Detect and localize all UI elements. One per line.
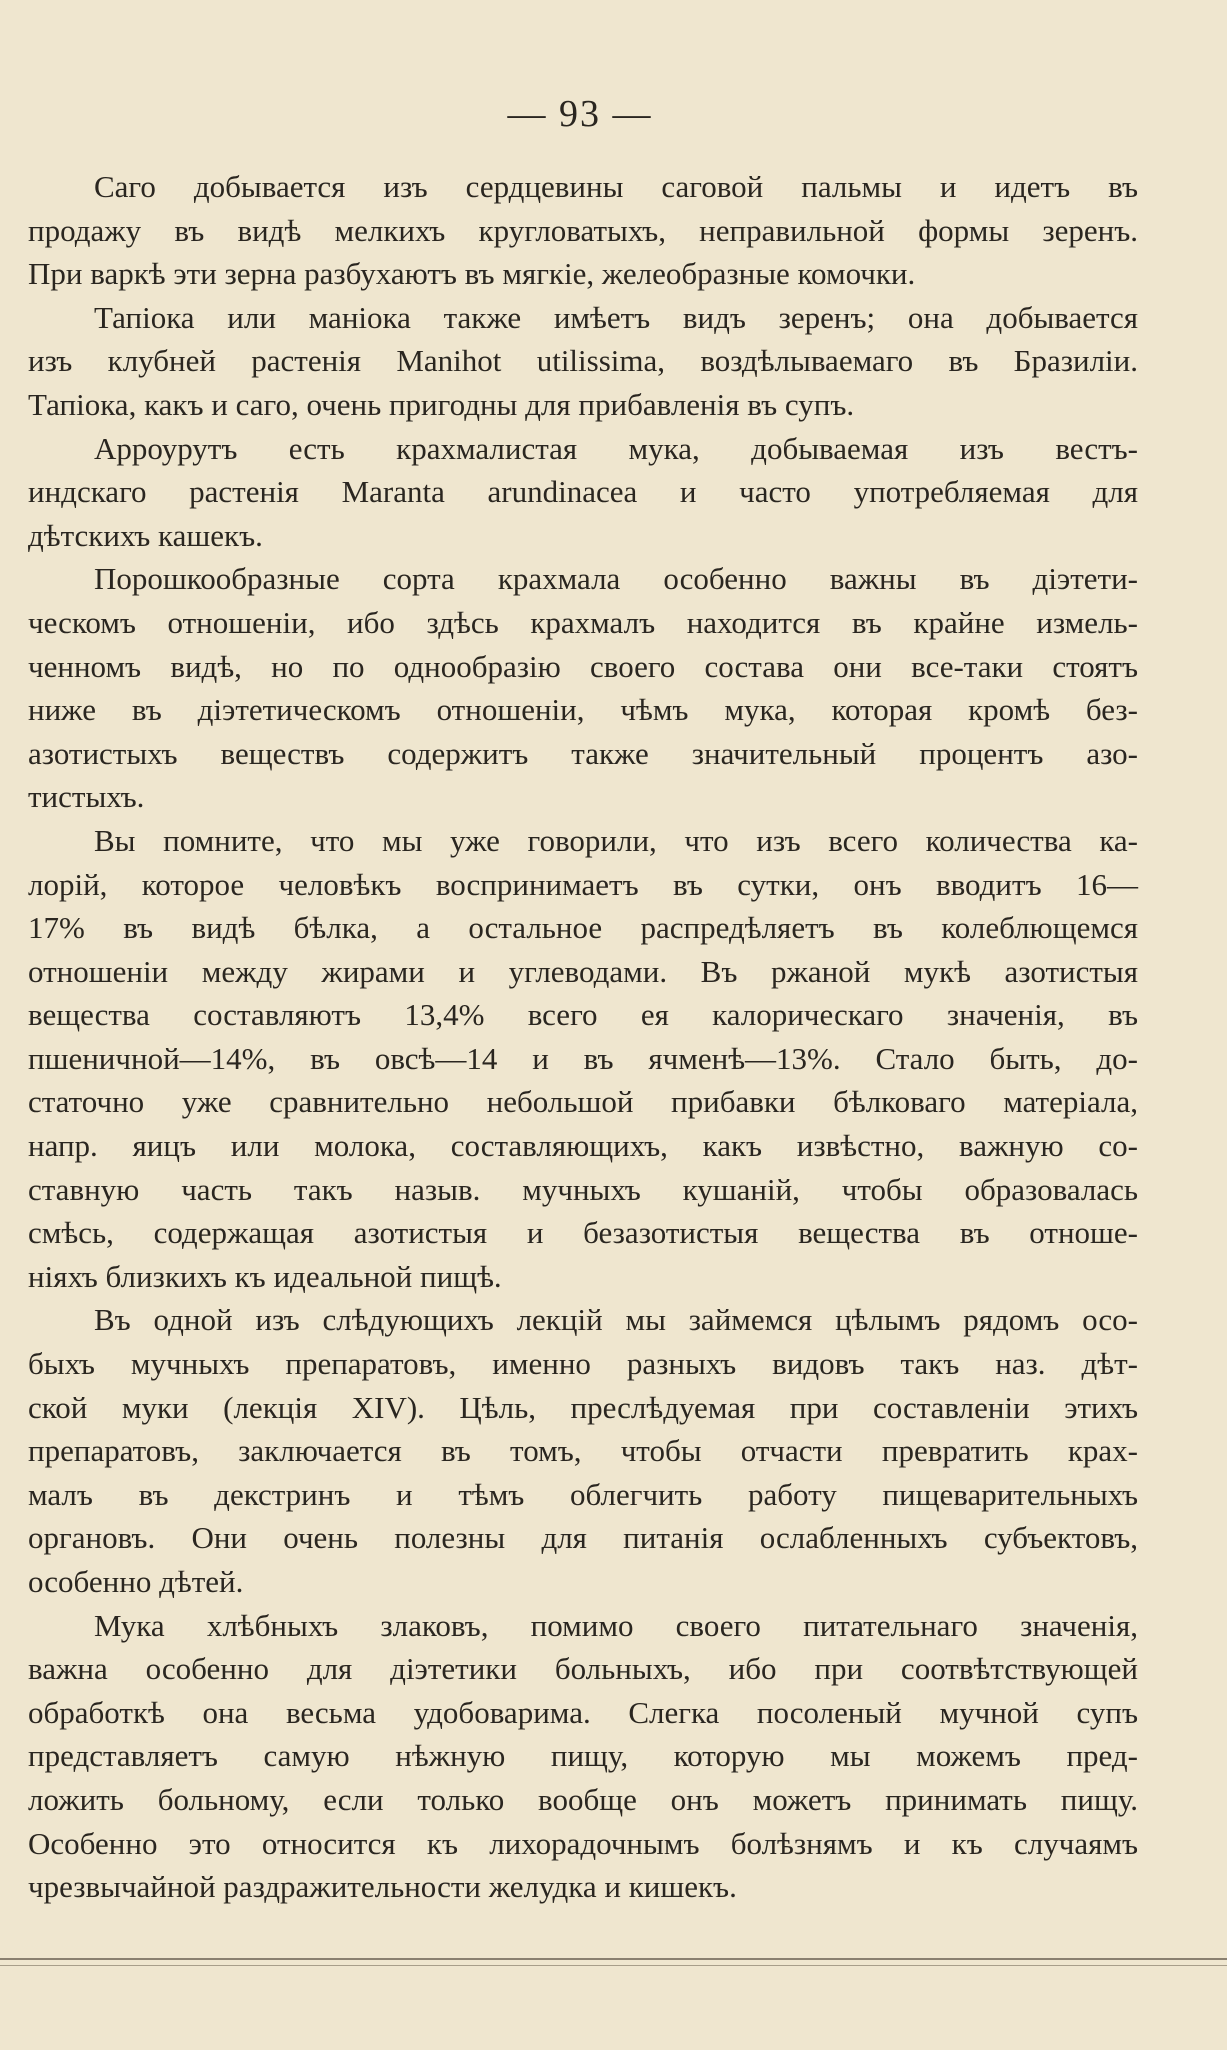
text-line: ской муки (лекцiя XIV). Цѣль, преслѣдуемая при составленiи этихъ <box>28 1389 1138 1425</box>
text-line: малъ въ декстринъ и тѣмъ облегчить работу пищеварительныхъ <box>28 1476 1138 1512</box>
paragraph <box>28 1604 1138 1909</box>
text-line: статочно уже сравнительно небольшой прибавки бѣлковаго матерiала, <box>28 1084 1138 1120</box>
text-line: чрезвычайной раздражительности желудка и кишекъ. <box>28 1869 737 1905</box>
text-line: Арроурутъ есть крахмалистая мука, добываемая изъ вестъ- <box>94 430 1138 466</box>
paragraph <box>28 557 1138 819</box>
body-text <box>28 165 1138 1909</box>
text-line: Тапiока или манiока также имѣетъ видъ зеренъ; она добывается <box>94 299 1138 335</box>
text-line: Порошкообразные сорта крахмала особенно важны въ дiэтети- <box>94 561 1138 597</box>
paragraph <box>28 1298 1138 1603</box>
text-line: ченномъ видѣ, но по однообразiю своего состава они все-таки стоятъ <box>28 648 1138 684</box>
text-line: ниже въ дiэтетическомъ отношенiи, чѣмъ мука, которая кромѣ без- <box>28 692 1138 728</box>
text-line: вещества составляютъ 13,4% всего ея калорическаго значенiя, въ <box>28 997 1138 1033</box>
text-line: Особенно это относится къ лихорадочнымъ болѣзнямъ и къ случаямъ <box>28 1825 1138 1861</box>
text-line: пшеничной—14%, въ овсѣ—14 и въ ячменѣ—13%. Стало быть, до- <box>28 1040 1138 1076</box>
page-number: — 93 — <box>507 93 653 135</box>
paragraph <box>28 427 1138 558</box>
text-line: важна особенно для дiэтетики больныхъ, ибо при соотвѣтствующей <box>28 1651 1138 1687</box>
paragraph <box>28 165 1138 296</box>
bottom-rule-secondary <box>0 1965 1227 1966</box>
paragraph <box>28 819 1138 1299</box>
text-line: обработкѣ она весьма удобоварима. Слегка посоленый мучной супъ <box>28 1694 1138 1730</box>
text-line: нiяхъ близкихъ къ идеальной пищѣ. <box>28 1258 502 1294</box>
text-line: препаратовъ, заключается въ томъ, чтобы отчасти превратить крах- <box>28 1433 1138 1469</box>
text-line: азотистыхъ веществъ содержитъ также значительный процентъ азо- <box>28 735 1138 771</box>
text-line: отношенiи между жирами и углеводами. Въ ржаной мукѣ азотистыя <box>28 953 1138 989</box>
bottom-rule <box>0 1958 1227 1960</box>
text-line: продажу въ видѣ мелкихъ кругловатыхъ, неправильной формы зеренъ. <box>28 212 1138 248</box>
text-line: Вы помните, что мы уже говорили, что изъ всего количества ка- <box>94 822 1138 858</box>
text-line: ложить больному, если только вообще онъ можетъ принимать пищу. <box>28 1781 1138 1817</box>
text-line: представляетъ самую нѣжную пищу, которую мы можемъ пред- <box>28 1738 1138 1774</box>
text-line: ставную часть такъ назыв. мучныхъ кушанiй, чтобы образовалась <box>28 1171 1138 1207</box>
paragraph <box>28 296 1138 427</box>
text-line: смѣсь, содержащая азотистыя и безазотистыя вещества въ отноше- <box>28 1215 1138 1251</box>
text-line: изъ клубней растенiя Manihot utilissima, воздѣлываемаго въ Бразилiи. <box>28 343 1138 379</box>
text-line: Саго добывается изъ сердцевины саговой пальмы и идетъ въ <box>94 169 1138 204</box>
text-line: лорiй, которое человѣкъ воспринимаетъ въ сутки, онъ вводитъ 16— <box>28 866 1138 902</box>
text-line: При варкѣ эти зерна разбухаютъ въ мягкiе, желеобразные комочки. <box>28 256 916 292</box>
text-line: быхъ мучныхъ препаратовъ, именно разныхъ видовъ такъ наз. дѣт- <box>28 1346 1138 1382</box>
text-line: органовъ. Они очень полезны для питанiя ослабленныхъ субъектовъ, <box>28 1520 1138 1556</box>
text-line: тистыхъ. <box>28 779 145 815</box>
text-line: дѣтскихъ кашекъ. <box>28 517 263 553</box>
text-line: напр. яицъ или молока, составляющихъ, какъ извѣстно, важную со- <box>28 1128 1138 1164</box>
text-line: 17% въ видѣ бѣлка, а остальное распредѣляетъ въ колеблющемся <box>28 910 1138 946</box>
text-line: индскаго растенiя Maranta arundinacea и часто употребляемая для <box>28 474 1138 510</box>
text-line: особенно дѣтей. <box>28 1564 244 1599</box>
text-line: Въ одной изъ слѣдующихъ лекцiй мы займемся цѣлымъ рядомъ осо- <box>94 1302 1138 1338</box>
text-line: ческомъ отношенiи, ибо здѣсь крахмалъ находится въ крайне измель- <box>28 604 1138 640</box>
text-line: Тапiока, какъ и саго, очень пригодны для прибавленiя въ супъ. <box>28 386 855 422</box>
text-line: Мука хлѣбныхъ злаковъ, помимо своего питательнаго значенiя, <box>94 1607 1138 1643</box>
